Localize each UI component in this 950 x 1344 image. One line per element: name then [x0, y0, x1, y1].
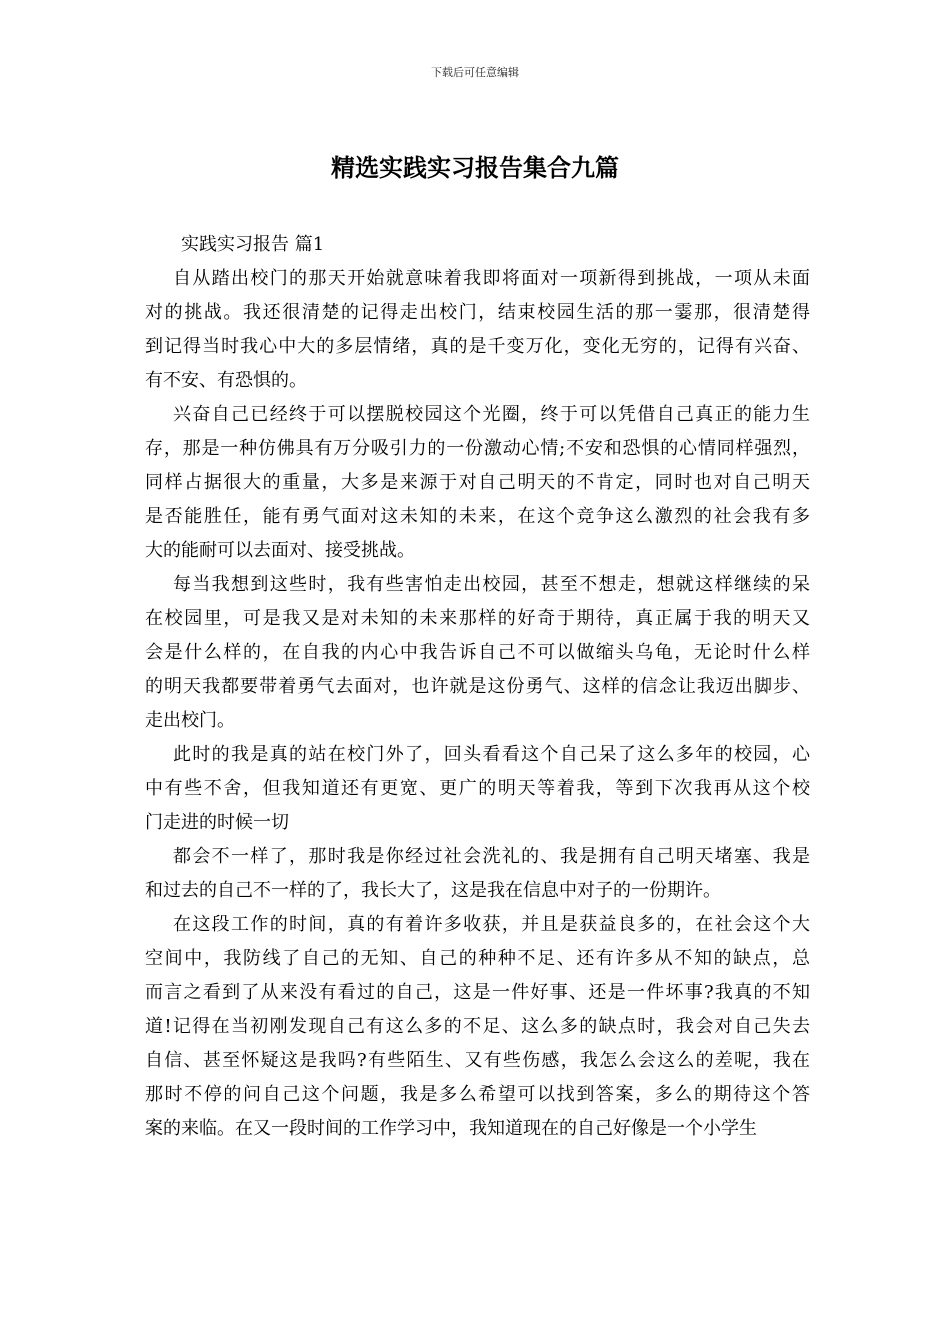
- section-heading: 实践实习报告 篇1: [181, 234, 325, 255]
- paragraph-line: 都会不一样了，那时我是你经过社会洗礼的、我是拥有自己明天堵塞、我是: [173, 846, 810, 867]
- paragraph-line: 的明天我都要带着勇气去面对，也许就是这份勇气、这样的信念让我迈出脚步、: [145, 676, 810, 697]
- paragraph-line: 兴奋自己已经终于可以摆脱校园这个光圈，终于可以凭借自己真正的能力生: [173, 404, 810, 425]
- document-body: [145, 228, 810, 1146]
- paragraph-line: 在校园里，可是我又是对未知的未来那样的好奇于期待，真正属于我的明天又: [145, 608, 810, 629]
- paragraph-line: 同样占据很大的重量，大多是来源于对自己明天的不肯定，同时也对自己明天: [145, 472, 810, 493]
- paragraph: [145, 262, 810, 398]
- paragraph-line: 而言之看到了从来没有看过的自己，这是一件好事、还是一件坏事?我真的不知: [145, 982, 810, 1003]
- paragraph: [145, 840, 810, 908]
- paragraph-line: 存，那是一种仿佛具有万分吸引力的一份激动心情;不安和恐惧的心情同样强烈，: [145, 438, 810, 459]
- paragraph-line: 每当我想到这些时，我有些害怕走出校园，甚至不想走，想就这样继续的呆: [173, 574, 810, 595]
- paragraph-line: 和过去的自己不一样的了，我长大了，这是我在信息中对子的一份期许。: [145, 880, 721, 901]
- paragraph-line: 道!记得在当初刚发现自己有这么多的不足、这么多的缺点时，我会对自己失去: [145, 1016, 810, 1037]
- paragraph-line: 是否能胜任，能有勇气面对这未知的未来，在这个竞争这么激烈的社会我有多: [145, 506, 810, 527]
- paragraph-line: 有不安、有恐惧的。: [145, 370, 307, 391]
- paragraph-line: 此时的我是真的站在校门外了，回头看看这个自己呆了这么多年的校园，心: [173, 744, 810, 765]
- paragraph: [145, 908, 810, 1146]
- paragraph: [145, 738, 810, 840]
- paragraph-line: 到记得当时我心中大的多层情绪，真的是千变万化，变化无穷的，记得有兴奋、: [145, 336, 810, 357]
- paragraph-line: 会是什么样的，在自我的内心中我告诉自己不可以做缩头乌龟，无论时什么样: [145, 642, 810, 663]
- paragraph-line: 自从踏出校门的那天开始就意味着我即将面对一项新得到挑战，一项从未面: [173, 268, 810, 289]
- document-title: 精选实践实习报告集合九篇: [331, 153, 619, 182]
- paragraph: [145, 568, 810, 738]
- paragraph-line: 案的来临。在又一段时间的工作学习中，我知道现在的自己好像是一个小学生: [145, 1118, 757, 1139]
- paragraph-line: 对的挑战。我还很清楚的记得走出校门，结束校园生活的那一霎那，很清楚得: [145, 302, 810, 323]
- header-note: 下载后可任意编辑: [431, 66, 519, 79]
- paragraph-line: 自信、甚至怀疑这是我吗?有些陌生、又有些伤感，我怎么会这么的差呢，我在: [145, 1050, 810, 1071]
- paragraph-list: [145, 262, 810, 1146]
- paragraph-line: 走出校门。: [145, 710, 235, 731]
- paragraph-line: 大的能耐可以去面对、接受挑战。: [145, 540, 415, 561]
- paragraph-line: 空间中，我防线了自己的无知、自己的种种不足、还有许多从不知的缺点，总: [145, 948, 810, 969]
- paragraph: [145, 398, 810, 568]
- paragraph-line: 在这段工作的时间，真的有着许多收获，并且是获益良多的，在社会这个大: [173, 914, 810, 935]
- paragraph-line: 中有些不舍，但我知道还有更宽、更广的明天等着我，等到下次我再从这个校: [145, 778, 810, 799]
- paragraph-line: 那时不停的问自己这个问题，我是多么希望可以找到答案，多么的期待这个答: [145, 1084, 810, 1105]
- paragraph-line: 门走进的时候一切: [145, 812, 289, 833]
